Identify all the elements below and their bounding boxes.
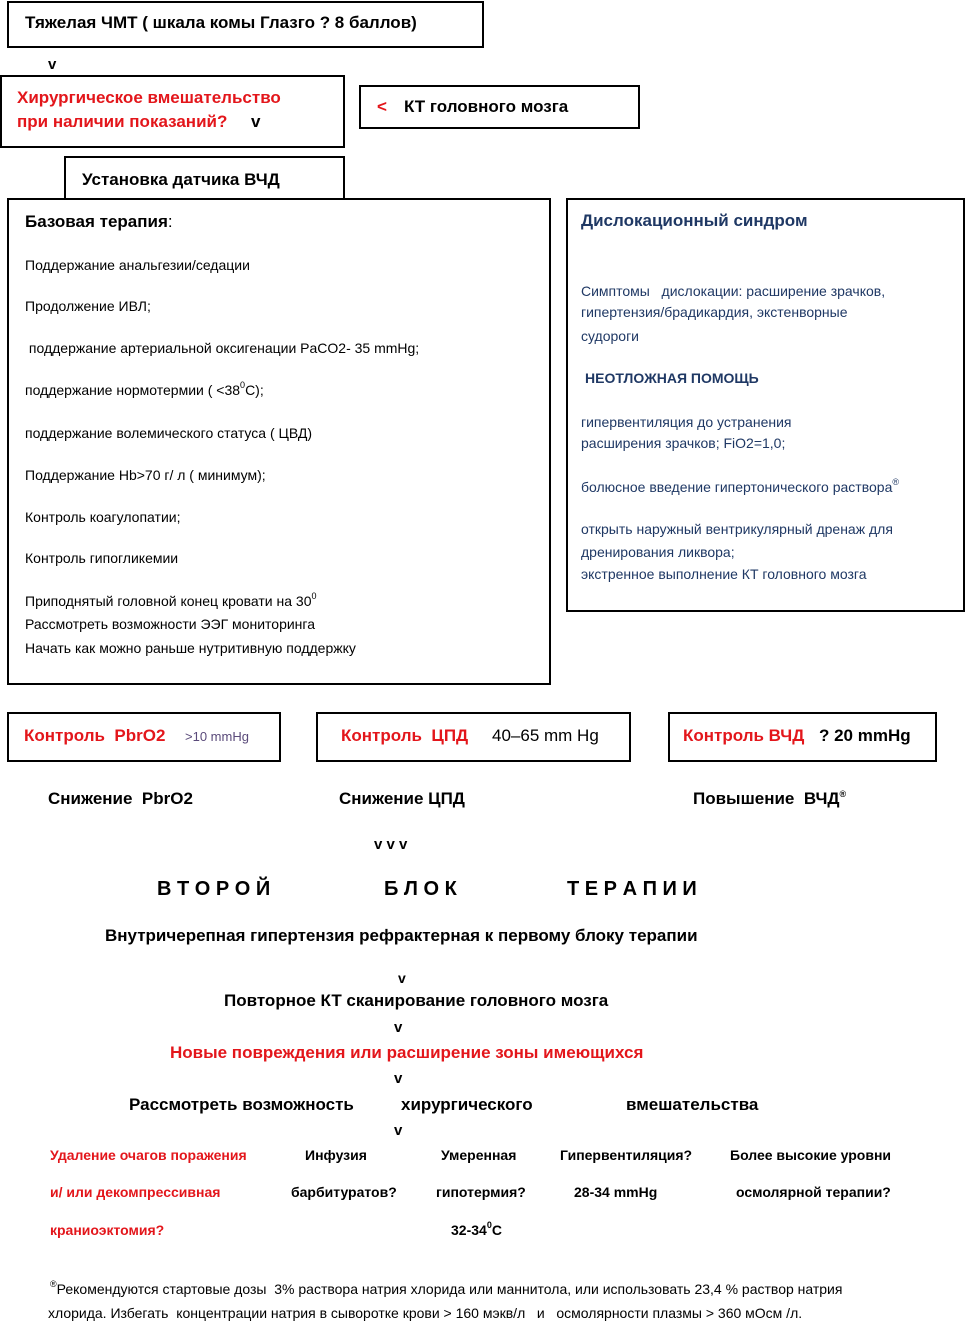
- control-icp-value: ? 20 mmHg: [819, 726, 911, 745]
- control-cpp-value: 40–65 mm Hg: [492, 726, 599, 745]
- decrease-cpp: Снижение ЦПД: [339, 789, 465, 808]
- arrow-down-4: v: [394, 1070, 403, 1087]
- surgery-box: [0, 75, 345, 148]
- hypothermia-tail: C: [491, 1222, 502, 1238]
- footnote-line1: [50, 1281, 842, 1297]
- ct-arrow: <: [377, 97, 387, 116]
- decrease-pbro2: Снижение PbrO2: [48, 789, 193, 808]
- base-therapy-title-wrap: [25, 212, 173, 232]
- dislocation-symptoms-2: гипертензия/брадикардия, экстенворные: [581, 304, 848, 320]
- dislocation-box: [566, 198, 965, 612]
- footnote-line2: хлорида. Избегать концентрации натрия в сыворотке крови > 160 мэкв/л и осмолярности плазмы > 360 мОсм /л.: [48, 1305, 803, 1321]
- surgery-line1: Хирургическое вмешательство: [17, 88, 281, 107]
- control-pbro2-box: [7, 712, 281, 762]
- urgent-ct-line: экстренное выполнение КТ головного мозга: [581, 566, 867, 582]
- control-icp-box: [668, 712, 937, 762]
- arrow-down-5: v: [394, 1122, 403, 1139]
- option-removal-2: и/ или декомпрессивная: [50, 1184, 221, 1200]
- second-block-word3: Т Е Р А П И И: [567, 878, 697, 900]
- base-item-head-elevation: [25, 593, 317, 609]
- base-item-nutrition: Начать как можно раньше нутритивную поддержку: [25, 640, 356, 656]
- bolus-text: болюсное введение гипертонического раствора: [581, 479, 893, 495]
- arrows-vvv: v v v: [374, 836, 408, 853]
- base-therapy-title: Базовая терапия: [25, 212, 168, 231]
- dislocation-symptoms-3: судороги: [581, 328, 639, 344]
- urgent-care-title: НЕОТЛОЖНАЯ ПОМОЩЬ: [585, 370, 759, 386]
- dislocation-symptoms-1: Симптомы дислокации: расширение зрачков,: [581, 283, 886, 299]
- option-removal-3: краниоэктомия?: [50, 1222, 165, 1238]
- consider-word2: хирургического: [401, 1095, 533, 1114]
- footnote-mark: ®: [50, 1279, 57, 1289]
- normothermia-text: поддержание нормотермии ( <38: [25, 382, 241, 398]
- drain-line1: открыть наружный вентрикулярный дренаж для: [581, 521, 893, 537]
- increase-icp: Повышение ВЧД: [693, 789, 840, 808]
- repeat-ct: Повторное КТ сканирование головного мозга: [224, 991, 609, 1010]
- option-hyperventilation-2: 28-34 mmHg: [574, 1184, 658, 1200]
- icp-sensor-label: Установка датчика ВЧД: [82, 170, 280, 189]
- severe-tbi-box: [7, 1, 484, 48]
- surgery-line2: при наличии показаний?: [17, 112, 228, 131]
- base-item-hemoglobin: Поддержание Hb>70 г/ л ( минимум);: [25, 467, 266, 483]
- control-icp-label: Контроль ВЧД: [683, 726, 805, 745]
- normothermia-degree: 0: [240, 380, 246, 390]
- base-item-analgesia: Поддержание анальгезии/седации: [25, 257, 250, 273]
- arrow-down-1: v: [48, 56, 57, 73]
- bolus-mark: ®: [892, 477, 899, 487]
- dislocation-title: Дислокационный синдром: [581, 211, 808, 230]
- arrow-down-3: v: [394, 1019, 403, 1036]
- ct-label: КТ головного мозга: [404, 97, 569, 116]
- new-injuries: Новые повреждения или расширение зоны имеющихся: [170, 1043, 644, 1062]
- option-osmolar-1: Более высокие уровни: [730, 1147, 891, 1163]
- ct-box: [359, 85, 640, 129]
- hypothermia-range: 32-34: [451, 1222, 487, 1238]
- base-item-coagulopathy: Контроль коагулопатии;: [25, 509, 181, 525]
- control-cpp-label: Контроль ЦПД: [341, 726, 469, 745]
- normothermia-tail: C);: [245, 382, 264, 398]
- hypothermia-degree: 0: [486, 1220, 492, 1230]
- increase-icp-wrap: [693, 789, 846, 809]
- option-hyperventilation-1: Гипервентиляция?: [560, 1147, 693, 1163]
- icp-sensor-box: [64, 156, 345, 200]
- option-hypothermia-1: Умеренная: [441, 1147, 517, 1163]
- head-elevation-text: Приподнятый головной конец кровати на 30: [25, 593, 312, 609]
- option-barbiturates-2: барбитуратов?: [291, 1184, 397, 1200]
- increase-icp-mark: ®: [839, 789, 847, 799]
- option-osmolar-2: осмолярной терапии?: [736, 1184, 891, 1200]
- consider-word3: вмешательства: [626, 1095, 759, 1114]
- second-block-word2: Б Л О К: [384, 878, 457, 900]
- hyperventilation-line1: гипервентиляция до устранения: [581, 414, 792, 430]
- control-cpp-box: [316, 712, 631, 762]
- option-hypothermia-2: гипотермия?: [436, 1184, 526, 1200]
- control-pbro2-value: >10 mmHg: [185, 729, 249, 744]
- bolus-line: [581, 479, 899, 495]
- base-item-hypoglycemia: Контроль гипогликемии: [25, 550, 179, 566]
- consider-word1: Рассмотреть возможность: [129, 1095, 354, 1114]
- drain-line2: дренирования ликвора;: [581, 544, 735, 560]
- hyperventilation-line2: расширения зрачков; FiO2=1,0;: [581, 435, 786, 451]
- base-therapy-colon: :: [167, 212, 173, 231]
- base-item-eeg: Рассмотреть возможности ЭЭГ мониторинга: [25, 616, 315, 632]
- base-item-normothermia: [25, 382, 264, 398]
- base-therapy-box: [7, 198, 551, 685]
- arrow-down-2: v: [398, 970, 406, 986]
- head-elevation-degree: 0: [311, 591, 317, 601]
- base-item-ventilation: Продолжение ИВЛ;: [25, 298, 151, 314]
- base-item-oxygenation: поддержание артериальной оксигенации PaCO2- 35 mmHg;: [25, 340, 420, 356]
- second-block-word1: В Т О Р О Й: [157, 878, 271, 900]
- option-barbiturates-1: Инфузия: [305, 1147, 367, 1163]
- severe-tbi-label: Тяжелая ЧМТ ( шкала комы Глазго ? 8 баллов): [25, 13, 417, 32]
- base-item-volemic: поддержание волемического статуса ( ЦВД): [25, 425, 313, 441]
- surgery-arrow: v: [251, 112, 261, 131]
- control-pbro2-label: Контроль PbrO2: [24, 726, 166, 745]
- option-removal-1: Удаление очагов поражения: [50, 1147, 247, 1163]
- option-hypothermia-3: [451, 1222, 502, 1238]
- footnote-text-1: Рекомендуются стартовые дозы 3% раствора натрия хлорида или маннитола, или использовать 23,4 % раствор натрия: [56, 1281, 843, 1297]
- refractory-hypertension: Внутричерепная гипертензия рефрактерная к первому блоку терапии: [105, 926, 698, 945]
